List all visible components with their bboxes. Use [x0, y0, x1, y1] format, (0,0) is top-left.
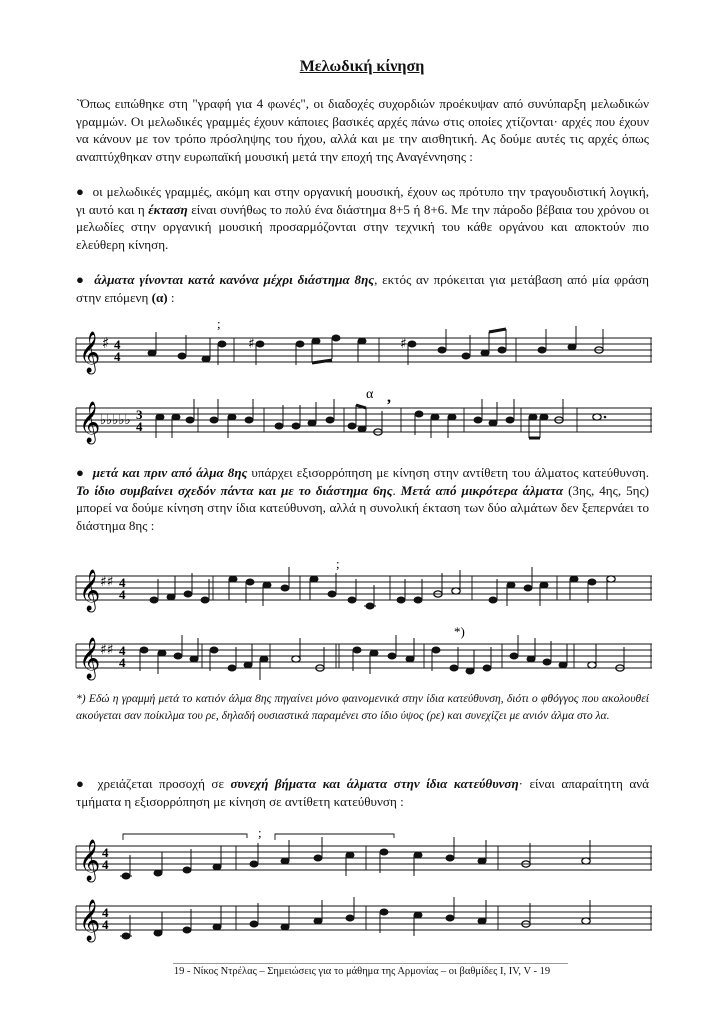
footnote: *) Εδώ η γραμμή μετά το κατιόν άλμα 8ης πηγαίνει μόνο φαινομενικά στην ίδια κατεύθυνση, διότι ο φθόγγος που ακολουθεί ακούγεται σαν ποίκιλμα του ρε, δηλαδή ουσιαστικά παραμένει στο ίδιο ύψος (ρε) και συνεχίζει με ανιόν άλμα στο λα.	[76, 692, 649, 722]
bullet-emphasis: μετά και πριν από άλμα 8ης	[92, 465, 248, 480]
bullet-text: :	[167, 289, 175, 305]
bullet-emphasis: Μετά από μικρότερα άλματα	[400, 482, 564, 498]
bullet-text: , εκτός αν πρόκειται για μετάβαση από μία φράση στην επόμενη	[76, 272, 649, 305]
music-staff-example-6	[74, 888, 654, 948]
flat-icon: ♭♭♭♭♭	[100, 413, 131, 428]
sharp-icon: ♯	[400, 336, 407, 352]
sharp-icon: ♯♯	[100, 642, 114, 658]
bullet-emphasis: έκταση	[148, 201, 188, 217]
breath-mark: ;	[336, 556, 340, 571]
footnote-marker: *)	[454, 624, 465, 639]
bullet-balance-paragraph	[76, 464, 649, 534]
page-title: Μελωδική κίνηση	[299, 58, 425, 75]
bullet-text: .	[392, 482, 401, 498]
time-signature-top: 3	[136, 407, 143, 422]
time-signature-top: 4	[102, 905, 109, 920]
music-staff-example-3	[74, 556, 654, 616]
time-signature-top: 4	[119, 643, 126, 658]
time-signature-bottom: 4	[114, 349, 121, 364]
bullet-marker: ●	[76, 776, 88, 791]
music-staff-example-1	[74, 318, 654, 378]
time-signature-bottom: 4	[102, 917, 109, 932]
bullet-marker: ●	[76, 272, 86, 287]
bullet-marker: ●	[76, 184, 85, 199]
time-signature-top: 4	[114, 337, 121, 352]
music-staff-example-5	[74, 824, 654, 884]
bullet-text: χρειάζεται προσοχή σε	[97, 776, 231, 791]
treble-clef-icon: 𝄞	[79, 332, 101, 373]
treble-clef-icon: 𝄞	[79, 840, 101, 881]
time-signature-bottom: 4	[136, 419, 143, 434]
treble-clef-icon: 𝄞	[79, 638, 101, 679]
time-signature-bottom: 4	[119, 587, 126, 602]
time-signature-top: 4	[119, 575, 126, 590]
footer-divider	[173, 963, 568, 964]
time-signature-bottom: 4	[102, 857, 109, 872]
sharp-icon: ♯♯	[100, 574, 114, 590]
bullet-text: (3ης, 4ης, 5ης) μπορεί να δούμε κίνηση στην ίδια κατεύθυνση, αλλά η συνολική έκταση των δύο αλμάτων δεν ξεπερνάει το διάστημα 8ης :	[76, 482, 650, 533]
bullet-emphasis: Το ίδιο συμβαίνει σχεδόν πάντα και με το διάστημα 6ης	[76, 482, 393, 498]
sharp-icon: ♯	[102, 334, 110, 352]
music-staff-example-4	[74, 624, 654, 684]
alpha-mark: α	[366, 388, 374, 402]
intro-paragraph: `Όπως ειπώθηκε στη "γραφή για 4 φωνές", οι διαδοχές συχορδιών προέκυψαν από συνύπαρξη μελωδικών γραμμών. Οι μελωδικές γραμμές έχουν κάποιες βασικές αρχές πάνω στις οποίες χτίζονται· αρχές που έχουν να κάνουν με τον τρόπο πρόσληψης του ήχου, αλλά και με την αισθητική. Ας δούμε αυτές τις αρχές όπως αναπτύχθηκαν στην ευρωπαϊκή μουσική μετά την εποχή της Αναγέννησης :	[76, 96, 649, 164]
bullet-marker: ●	[76, 465, 85, 480]
sharp-icon: ♯	[248, 336, 255, 352]
example-label: (α)	[151, 289, 168, 305]
bullet-steps-paragraph	[76, 775, 649, 810]
time-signature-bottom: 4	[119, 655, 126, 670]
breath-mark: ;	[217, 318, 221, 331]
bullet-text: υπάρχει εξισορρόπηση με κίνηση στην αντίθετη του άλματος κατεύθυνση.	[247, 465, 649, 480]
music-staff-example-2	[74, 388, 654, 448]
treble-clef-icon: 𝄞	[79, 570, 101, 611]
breath-comma: ,	[387, 389, 391, 406]
bullet-leaps-paragraph	[76, 271, 649, 306]
treble-clef-icon: 𝄞	[79, 402, 101, 443]
bullet-text: οι μελωδικές γραμμές, ακόμη και στην οργανική μουσική, έχουν ως πρότυπο την τραγουδιστική λογική, γι αυτό και η	[76, 184, 649, 217]
bullet-text: · είναι απαραίτητη ανά τμήματα η εξισορρόπηση με κίνηση σε αντίθετη κατεύθυνση :	[76, 776, 649, 809]
page-footer: 19 - Νίκος Ντρέλας – Σημειώσεις για το μάθημα της Αρμονίας – οι βαθμίδες I, IV, V - 19	[173, 966, 551, 977]
time-signature-top: 4	[102, 845, 109, 860]
treble-clef-icon: 𝄞	[79, 900, 101, 941]
bullet-range-paragraph	[76, 183, 649, 253]
breath-mark: ;	[258, 825, 262, 840]
bullet-text: είναι συνήθως το πολύ ένα διάστημα 8+5 ή 8+6. Με την πάροδο βέβαια του χρόνου οι μελωδίες στην οργανική μουσική προσαρμόζονται στην τεχνική του κάθε οργάνου και αποκτούν πιο ελεύθερη κίνηση.	[76, 201, 649, 252]
bullet-emphasis: άλματα γίνονται κατά κανόνα μέχρι διάστημα 8ης	[94, 272, 375, 287]
bullet-emphasis: συνεχή βήματα και άλματα στην ίδια κατεύθυνση	[230, 776, 519, 791]
